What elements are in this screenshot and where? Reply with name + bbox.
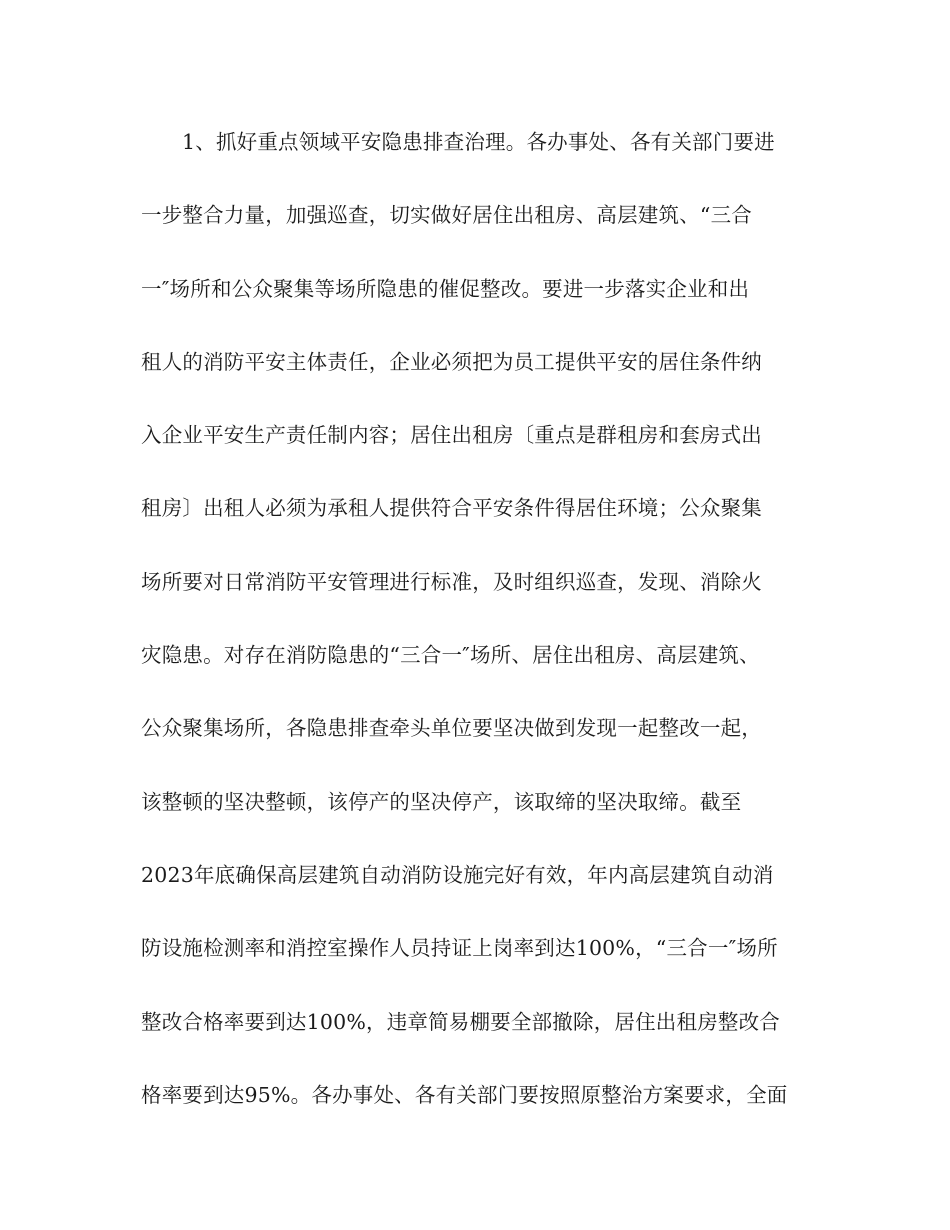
text-line: 该整顿的坚决整顿，该停产的坚决停产，该取缔的坚决取缔。截至 — [141, 789, 742, 814]
text-line: 灾隐患。对存在消防隐患的“三合一″场所、居住出租房、高层建筑、 — [141, 643, 760, 668]
body-paragraph — [141, 122, 821, 1148]
text-line: 整改合格率要到达100%，违章简易棚要全部撤除，居住出租房整改合 — [141, 1009, 781, 1034]
text-line: 入企业平安生产责任制内容；居住出租房〔重点是群租房和套房式出 — [141, 423, 762, 448]
text-line: 租房〕出租人必须为承租人提供符合平安条件得居住环境；公众聚集 — [141, 496, 762, 521]
text-line: 格率要到达95%。各办事处、各有关部门要按照原整治方案要求，全面 — [141, 1082, 788, 1107]
text-line: 一步整合力量，加强巡查，切实做好居住出租房、高层建筑、“三合 — [141, 203, 752, 228]
text-line: 2023年底确保高层建筑自动消防设施完好有效，年内高层建筑自动消 — [141, 862, 774, 887]
text-line: 租人的消防平安主体责任，企业必须把为员工提供平安的居住条件纳 — [141, 349, 762, 374]
text-line: 防设施检测率和消控室操作人员持证上岗率到达100%，“三合一″场所 — [141, 936, 778, 961]
text-line: 一″场所和公众聚集等场所隐患的催促整改。要进一步落实企业和出 — [141, 276, 750, 301]
text-line: 公众聚集场所，各隐患排查牵头单位要坚决做到发现一起整改一起， — [141, 716, 762, 741]
text-line: 场所要对日常消防平安管理进行标准，及时组织巡查，发现、消除火 — [141, 569, 762, 594]
text-line: 1、抓好重点领域平安隐患排查治理。各办事处、各有关部门要进 — [182, 130, 775, 154]
